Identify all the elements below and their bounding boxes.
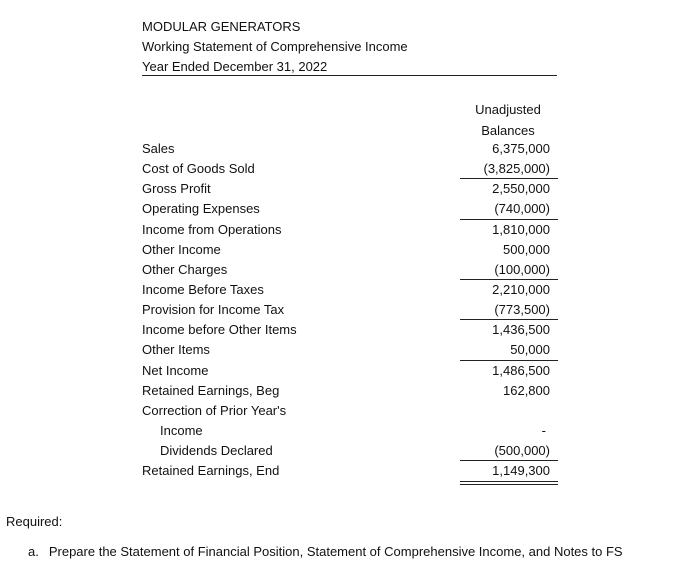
column-header-line1: Unadjusted	[475, 102, 541, 117]
row-label: Other Income	[142, 241, 221, 257]
statement-table	[142, 139, 558, 481]
table-row	[142, 461, 558, 481]
row-label: Operating Expenses	[142, 201, 260, 217]
table-row	[142, 139, 558, 159]
row-label: Other Charges	[142, 261, 228, 277]
row-amount: 2,210,000	[492, 281, 550, 297]
table-row	[142, 401, 558, 421]
row-label: Income before Other Items	[142, 322, 297, 338]
table-row	[142, 179, 558, 199]
row-label: Gross Profit	[142, 181, 211, 197]
row-amount: 6,375,000	[492, 141, 550, 156]
row-label: Other Items	[142, 342, 210, 358]
row-amount: 1,486,500	[492, 362, 550, 378]
row-label: Net Income	[142, 362, 209, 378]
row-amount: 1,810,000	[492, 221, 550, 237]
row-label: Income Before Taxes	[142, 281, 264, 297]
row-amount: (500,000)	[494, 443, 550, 459]
row-amount: 162,800	[503, 382, 550, 398]
row-label: Retained Earnings, Beg	[142, 382, 280, 398]
row-amount: 1,149,300	[492, 463, 550, 479]
table-row	[142, 220, 558, 240]
row-label: Provision for Income Tax	[142, 302, 285, 318]
table-row	[142, 320, 558, 340]
row-label: Income	[160, 422, 203, 438]
row-amount: (773,500)	[494, 302, 550, 318]
table-row	[142, 300, 558, 320]
statement-period: Year Ended December 31, 2022	[142, 59, 328, 74]
table-row	[142, 441, 558, 461]
row-label: Dividends Declared	[160, 443, 273, 459]
table-row	[142, 381, 558, 401]
row-amount: (100,000)	[494, 261, 550, 277]
row-label: Retained Earnings, End	[142, 463, 280, 479]
row-amount: (740,000)	[494, 201, 550, 217]
header-divider	[142, 75, 557, 76]
required-item	[28, 544, 633, 559]
table-row	[142, 199, 558, 219]
company-name: MODULAR GENERATORS	[142, 19, 301, 34]
row-label: Cost of Goods Sold	[142, 161, 255, 177]
row-label: Income from Operations	[142, 221, 282, 237]
required-heading: Required:	[6, 514, 63, 529]
row-label: Sales	[142, 141, 175, 156]
statement-title: Working Statement of Comprehensive Income	[142, 39, 408, 54]
table-row	[142, 280, 558, 300]
table-row	[142, 260, 558, 280]
column-header-line2: Balances	[481, 123, 535, 138]
row-amount: 2,550,000	[492, 181, 550, 197]
row-amount: 1,436,500	[492, 322, 550, 338]
row-amount: -	[541, 422, 546, 438]
table-row	[142, 240, 558, 260]
table-row	[142, 159, 558, 179]
row-amount: 50,000	[510, 342, 550, 358]
column-header	[458, 99, 558, 141]
required-item-letter: a.	[28, 544, 39, 559]
table-row	[142, 421, 558, 441]
required-item-text: Prepare the Statement of Financial Position, Statement of Comprehensive Income, and Notes to FS	[48, 544, 623, 559]
row-label: Correction of Prior Year's	[142, 402, 287, 418]
table-row	[142, 340, 558, 360]
table-row	[142, 361, 558, 381]
row-amount: (3,825,000)	[483, 161, 550, 177]
statement-header	[142, 17, 408, 77]
row-amount: 500,000	[503, 241, 550, 257]
